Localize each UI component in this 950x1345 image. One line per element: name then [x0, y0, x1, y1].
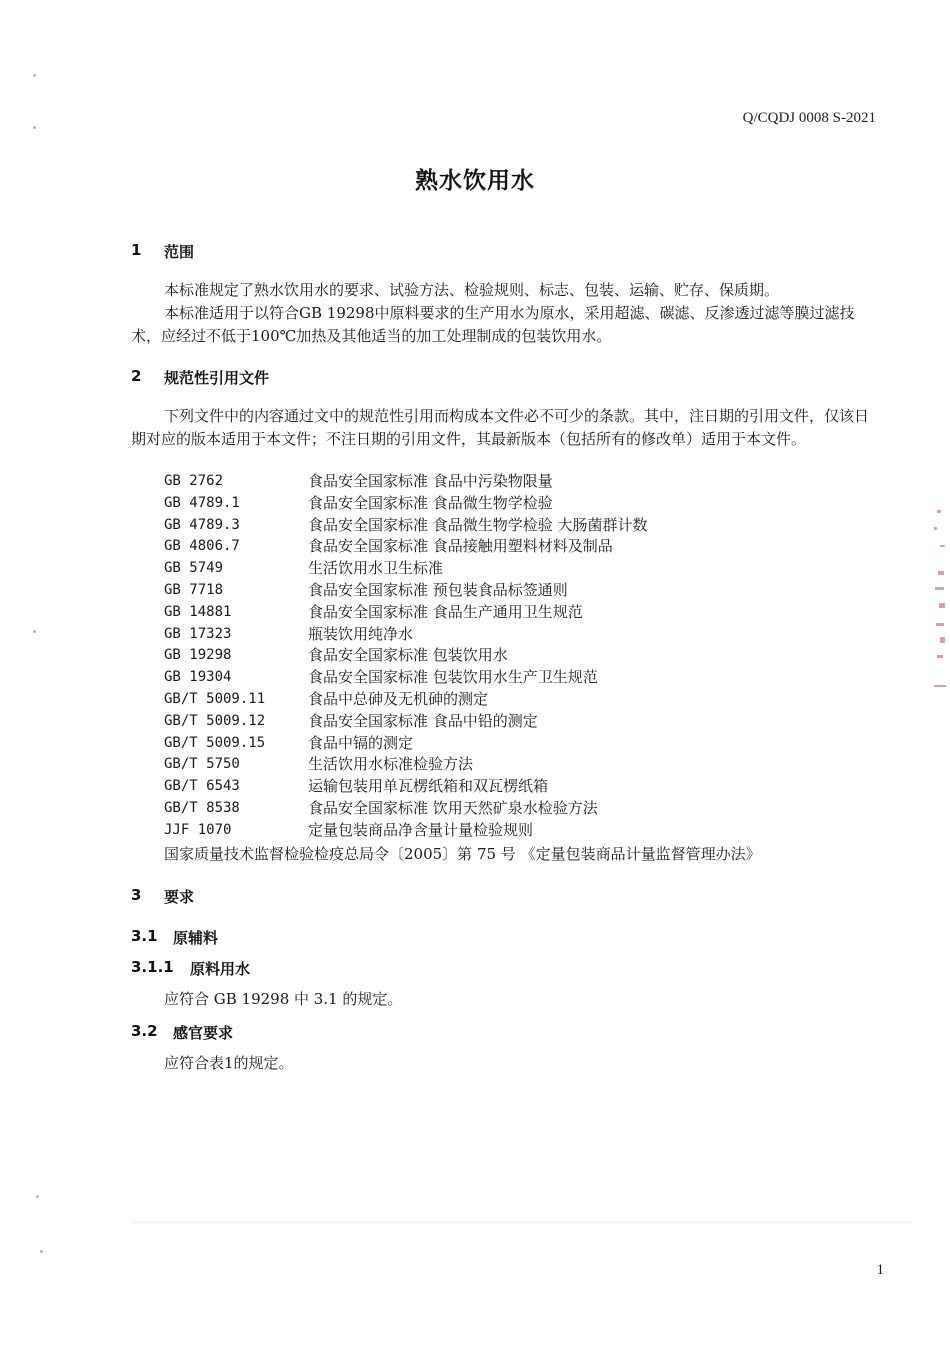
reference-row [164, 798, 884, 820]
section-title: 范围 [164, 243, 195, 261]
reference-row [164, 645, 884, 667]
section-number: 3 [131, 886, 142, 904]
reference-name: 食品安全国家标准 食品中铅的测定 [308, 711, 538, 730]
section-title: 原辅料 [173, 929, 219, 947]
scan-speck [33, 126, 36, 129]
reference-name: 生活饮用水标准检验方法 [308, 755, 474, 774]
reference-code: GB 2762 [164, 473, 224, 489]
reference-row [164, 820, 884, 842]
reference-name: 生活饮用水卫生标准 [308, 559, 444, 578]
section-3-2-heading [131, 1022, 234, 1042]
scan-speck [36, 1195, 39, 1198]
reference-code: GB 7718 [164, 581, 224, 598]
reference-code: GB/T 6543 [164, 778, 240, 795]
decree-reference: 国家质量技术监督检验检疫总局令〔2005〕第 75 号 《定量包装商品计量监督管理办法》 [164, 845, 761, 863]
reference-name: 食品安全国家标准 食品微生物学检验 [308, 493, 553, 512]
standard-code: Q/CQDJ 0008 S-2021 [742, 110, 876, 126]
reference-row [164, 689, 884, 711]
reference-row [164, 536, 884, 558]
scan-speck [33, 630, 36, 633]
section-3-1-heading [131, 927, 219, 947]
reference-code: GB 17323 [164, 625, 232, 642]
reference-row [164, 711, 884, 733]
footer-divider [131, 1222, 913, 1223]
section-2-heading [131, 367, 270, 387]
scope-paragraph-1: 本标准规定了熟水饮用水的要求、试验方法、检验规则、标志、包装、运输、贮存、保质期。 [164, 281, 780, 299]
sensory-requirement: 应符合表1的规定。 [164, 1054, 294, 1072]
reference-name: 食品安全国家标准 预包装食品标签通则 [308, 580, 568, 599]
section-3-heading [131, 886, 195, 906]
section-3-1-1-heading [131, 958, 251, 978]
reference-code: GB/T 5009.12 [164, 712, 266, 729]
references-intro: 下列文件中的内容通过文中的规范性引用而构成本文件必不可少的条款。其中，注日期的引用文件，仅该日期对应的版本适用于本文件；不注日期的引用文件，其最新版本（包括所有的修改单）适用于本文件。 [131, 407, 870, 448]
section-number: 2 [131, 367, 142, 385]
reference-row [164, 667, 884, 689]
reference-name: 食品安全国家标准 包装饮用水生产卫生规范 [308, 668, 598, 687]
scope-paragraph-2: 本标准适用于以符合GB 19298中原料要求的生产用水为原水，采用超滤、碳滤、反渗透过滤等膜过滤技术，应经过不低于100℃加热及其他适当的加工处理制成的包装饮用水。 [131, 304, 855, 345]
section-number: 3.2 [131, 1022, 158, 1040]
reference-name: 食品安全国家标准 食品接触用塑料材料及制品 [308, 537, 613, 556]
reference-name: 食品中总砷及无机砷的测定 [308, 689, 489, 708]
reference-row [164, 602, 884, 624]
section-number: 3.1 [131, 927, 158, 945]
section-number: 3.1.1 [131, 958, 174, 976]
section-1-heading [131, 241, 195, 261]
reference-name: 食品安全国家标准 食品中污染物限量 [308, 472, 553, 490]
reference-row [164, 493, 884, 515]
reference-code: GB 19298 [164, 647, 232, 664]
reference-code: GB 4806.7 [164, 538, 240, 555]
page-number: 1 [876, 1262, 884, 1278]
section-title: 原料用水 [190, 960, 251, 978]
reference-code: GB 4789.1 [164, 494, 240, 511]
reference-row [164, 580, 884, 602]
reference-code: GB/T 5009.11 [164, 690, 266, 707]
reference-list [164, 471, 884, 842]
reference-code: GB/T 8538 [164, 799, 240, 816]
section-title: 感官要求 [173, 1024, 234, 1042]
reference-code: GB 14881 [164, 603, 232, 620]
reference-row [164, 515, 884, 537]
reference-row [164, 733, 884, 755]
raw-water-requirement: 应符合 GB 19298 中 3.1 的规定。 [164, 990, 403, 1008]
reference-name: 定量包装商品净含量计量检验规则 [308, 820, 534, 839]
scan-speck [40, 1250, 43, 1253]
reference-name: 瓶装饮用纯净水 [308, 624, 414, 643]
section-number: 1 [131, 241, 142, 259]
reference-code: GB 19304 [164, 669, 232, 686]
reference-name: 食品安全国家标准 饮用天然矿泉水检验方法 [308, 798, 598, 817]
reference-name: 食品安全国家标准 包装饮用水 [308, 646, 508, 665]
reference-row [164, 624, 884, 646]
scan-speck [33, 74, 36, 77]
reference-row [164, 471, 884, 493]
reference-row [164, 558, 884, 580]
seal-stamp-fragment [928, 505, 950, 695]
reference-name: 食品安全国家标准 食品微生物学检验 大肠菌群计数 [308, 515, 648, 534]
reference-row [164, 754, 884, 776]
section-title: 要求 [164, 888, 195, 906]
reference-code: GB 5749 [164, 560, 224, 577]
reference-name: 食品中镉的测定 [308, 733, 414, 752]
section-title: 规范性引用文件 [164, 369, 270, 387]
reference-name: 食品安全国家标准 食品生产通用卫生规范 [308, 602, 583, 621]
reference-row [164, 776, 884, 798]
reference-name: 运输包装用单瓦楞纸箱和双瓦楞纸箱 [308, 777, 549, 796]
reference-code: JJF 1070 [164, 821, 232, 838]
reference-code: GB/T 5009.15 [164, 734, 266, 751]
reference-code: GB 4789.3 [164, 516, 240, 533]
reference-code: GB/T 5750 [164, 756, 240, 773]
document-title: 熟水饮用水 [415, 168, 535, 194]
